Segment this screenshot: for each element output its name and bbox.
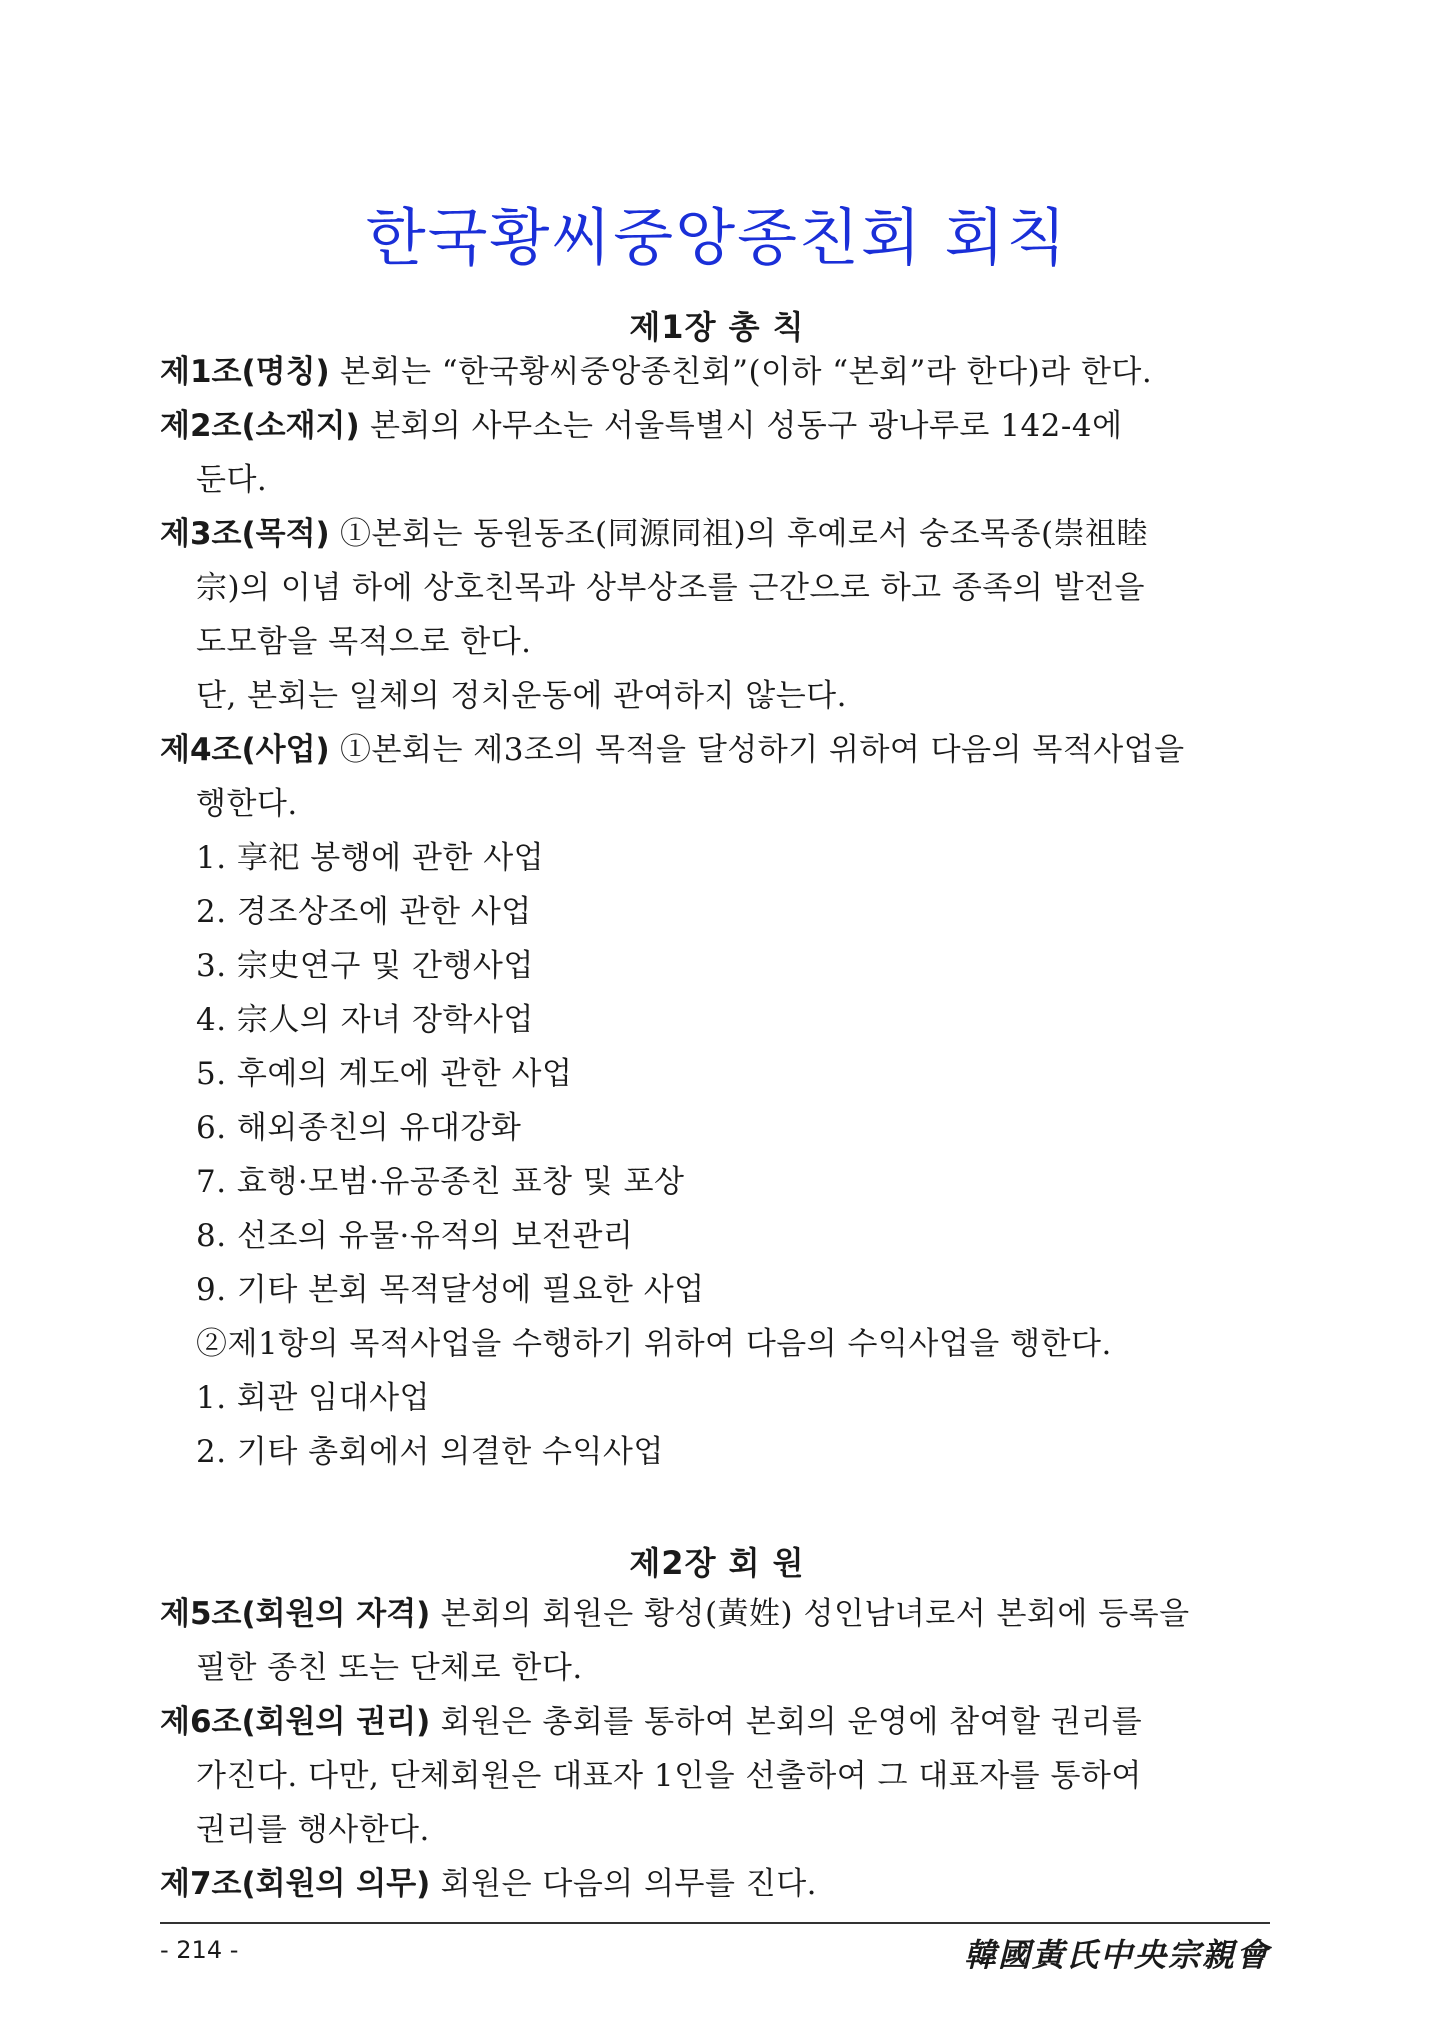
article-label: 제5조(회원의 자격) bbox=[160, 1596, 431, 1632]
article-label: 제7조(회원의 의무) bbox=[160, 1866, 431, 1902]
page-number: - 214 - bbox=[160, 1936, 239, 1964]
article-label: 제3조(목적) bbox=[160, 516, 330, 552]
article-text: ①본회는 제3조의 목적을 달성하기 위하여 다음의 목적사업을 bbox=[329, 732, 1185, 768]
list-item: 5. 후예의 계도에 관한 사업 bbox=[196, 1056, 573, 1092]
document-title: 한국황씨중앙종친회 회칙 bbox=[365, 201, 1069, 274]
article-label: 제4조(사업) bbox=[160, 732, 330, 768]
article-1 bbox=[160, 352, 1270, 392]
list-item: 6. 해외종친의 유대강화 bbox=[196, 1110, 522, 1146]
article-6 bbox=[160, 1702, 1270, 1742]
article-line: 권리를 행사한다. bbox=[196, 1812, 430, 1848]
article-line: 필한 종친 또는 단체로 한다. bbox=[196, 1650, 583, 1686]
article-line: 행한다. bbox=[196, 786, 298, 822]
article-label: 제2조(소재지) bbox=[160, 408, 360, 444]
article-line: 가진다. 다만, 단체회원은 대표자 1인을 선출하여 그 대표자를 통하여 bbox=[196, 1758, 1142, 1794]
article-line: 宗)의 이념 하에 상호친목과 상부상조를 근간으로 하고 종족의 발전을 bbox=[196, 570, 1145, 606]
article-line: 둔다. bbox=[196, 462, 268, 498]
article-text: 본회의 회원은 황성(黃姓) 성인남녀로서 본회에 등록을 bbox=[430, 1596, 1190, 1632]
list-item: 8. 선조의 유물·유적의 보전관리 bbox=[196, 1218, 634, 1254]
article-label: 제1조(명칭) bbox=[160, 354, 330, 390]
list-item: 3. 宗史연구 및 간행사업 bbox=[196, 948, 534, 984]
article-label: 제6조(회원의 권리) bbox=[160, 1704, 431, 1740]
article-5 bbox=[160, 1594, 1270, 1634]
chapter-heading-2: 제2장 회 원 bbox=[629, 1544, 805, 1582]
article-line: 도모함을 목적으로 한다. bbox=[196, 624, 532, 660]
list-item: 7. 효행·모범·유공종친 표창 및 포상 bbox=[196, 1164, 685, 1200]
list-item: 4. 宗人의 자녀 장학사업 bbox=[196, 1002, 534, 1038]
footer-divider bbox=[160, 1922, 1270, 1924]
article-text: ①본회는 동원동조(同源同祖)의 후예로서 숭조목종(崇祖睦 bbox=[329, 516, 1149, 552]
list-item: 1. 회관 임대사업 bbox=[196, 1380, 430, 1416]
list-item: 2. 기타 총회에서 의결한 수익사업 bbox=[196, 1434, 664, 1470]
article-line: 단, 본회는 일체의 정치운동에 관여하지 않는다. bbox=[196, 678, 847, 714]
list-item: 1. 享祀 봉행에 관한 사업 bbox=[196, 840, 545, 876]
article-text: 본회는 “한국황씨중앙종친회”(이하 “본회”라 한다)라 한다. bbox=[329, 354, 1153, 390]
article-7 bbox=[160, 1864, 1270, 1904]
article-line: ②제1항의 목적사업을 수행하기 위하여 다음의 수익사업을 행한다. bbox=[196, 1326, 1112, 1362]
article-text: 회원은 총회를 통하여 본회의 운영에 참여할 권리를 bbox=[430, 1704, 1143, 1740]
chapter-heading-1: 제1장 총 칙 bbox=[629, 308, 805, 346]
list-item: 9. 기타 본회 목적달성에 필요한 사업 bbox=[196, 1272, 705, 1308]
article-3 bbox=[160, 514, 1270, 554]
organization-name: 韓國黃氏中央宗親會 bbox=[963, 1936, 1270, 1974]
article-4 bbox=[160, 730, 1270, 770]
list-item: 2. 경조상조에 관한 사업 bbox=[196, 894, 532, 930]
article-text: 본회의 사무소는 서울특별시 성동구 광나루로 142-4에 bbox=[359, 408, 1123, 444]
article-2 bbox=[160, 406, 1270, 446]
article-text: 회원은 다음의 의무를 진다. bbox=[430, 1866, 818, 1902]
